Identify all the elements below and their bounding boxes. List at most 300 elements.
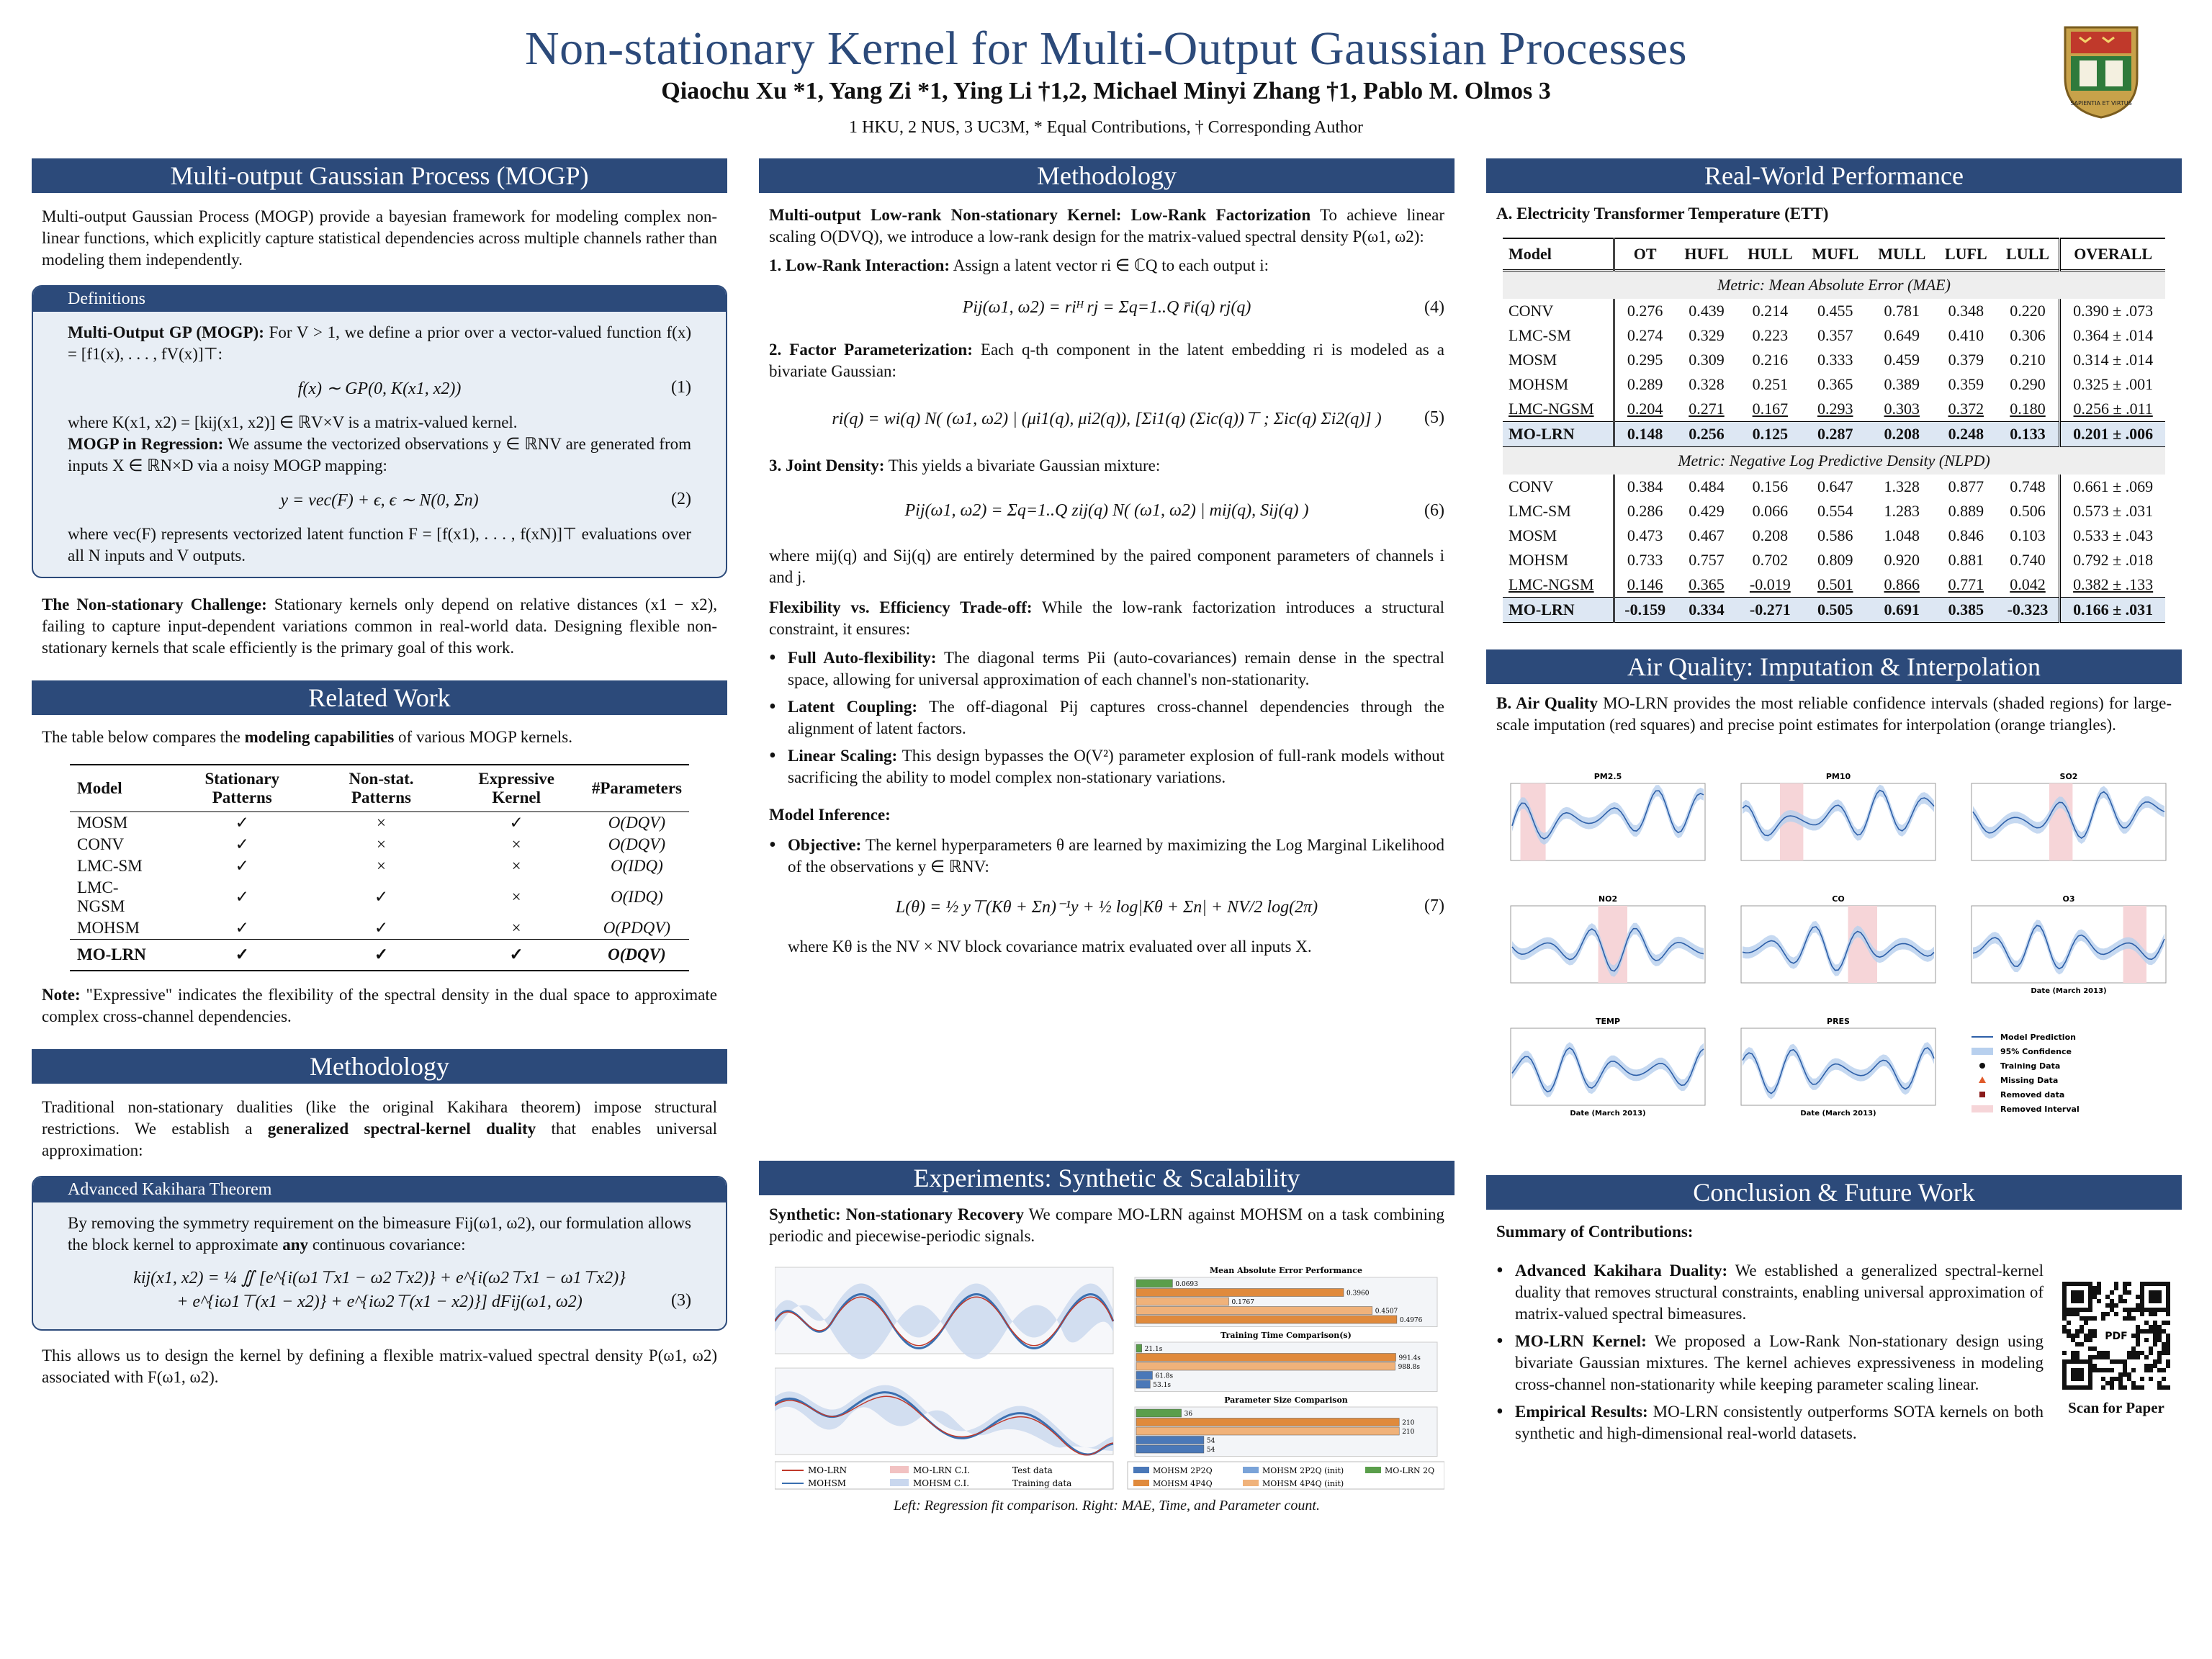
legend-mohsm-ci: MOHSM C.I. xyxy=(913,1478,970,1488)
qr-module xyxy=(2157,1334,2162,1338)
ett-col-header: LULL xyxy=(1997,238,2060,271)
bar xyxy=(1136,1298,1229,1305)
qr-code-icon[interactable] xyxy=(2062,1282,2170,1390)
table-cell: 0.781 xyxy=(1884,302,1920,320)
bar xyxy=(1136,1437,1204,1444)
method-left-outro: This allows us to design the kernel by defining a flexible matrix-valued spectral density P(ω1, ω2) associated with F(ω1, ω2). xyxy=(42,1346,717,1386)
qr-module xyxy=(2118,1359,2123,1364)
section-heading-methodology-left: Methodology xyxy=(32,1049,727,1084)
qr-module xyxy=(2144,1355,2149,1359)
qr-module xyxy=(2166,1351,2170,1355)
qr-module xyxy=(2114,1303,2118,1308)
table-cell: ✓ xyxy=(235,835,249,853)
qr-module xyxy=(2149,1377,2153,1381)
qr-module xyxy=(2149,1368,2153,1372)
nonstationary-challenge: The Non-stationary Challenge: Stationary kernels only depend on relative distances (x1 − x2), failing to capture input-dependent variations common in real-world data. Designing flexible non-stationary kernels that scale efficiently is the primary goal of this work. xyxy=(42,595,717,657)
table-cell: O(DQV) xyxy=(608,814,665,832)
ett-col-header: HUFL xyxy=(1684,245,1729,263)
qr-module xyxy=(2131,1355,2136,1359)
qr-module xyxy=(2157,1359,2162,1364)
qr-module xyxy=(2149,1325,2153,1329)
qr-module xyxy=(2088,1334,2092,1338)
table-cell: 0.877 xyxy=(1948,477,1984,495)
table-cell: 0.573 ± .031 xyxy=(2073,502,2154,520)
table-cell: 0.429 xyxy=(1689,502,1725,520)
table-cell: -0.323 xyxy=(1997,598,2060,623)
bullet-linear-scaling: • Linear Scaling: This design bypasses the O(V²) parameter explosion of full-rank models without sacrificing the ability to model complex non-stationary variations. xyxy=(769,745,1444,788)
table-cell: 0.287 xyxy=(1817,425,1853,443)
bar-label: 210 xyxy=(1402,1429,1415,1436)
svg-text:Mean Absolute Error Performanc: Mean Absolute Error Performance xyxy=(1209,1266,1363,1275)
qr-module xyxy=(2166,1321,2170,1325)
table-cell: 0.042 xyxy=(1997,572,2060,598)
qr-module xyxy=(2084,1316,2088,1321)
method-left-intro: Traditional non-stationary dualities (like the original Kakihara theorem) impose structural restrictions. We establish a generalized spectral-kernel duality that enables universal approximation: xyxy=(42,1098,717,1159)
table-cell: 0.484 xyxy=(1689,477,1725,495)
table-cell: MO-LRN xyxy=(1503,422,1614,447)
qr-module xyxy=(2097,1299,2101,1303)
university-crest-icon xyxy=(2058,20,2144,121)
table-cell: 0.303 xyxy=(1884,400,1920,418)
air-panel-temp xyxy=(1511,1017,1705,1118)
table-cell: 0.748 xyxy=(1997,475,2060,499)
table-cell: 0.214 xyxy=(1752,302,1789,320)
table-cell: ✓ xyxy=(235,814,249,832)
bullet-latent-coupling: • Latent Coupling: The off-diagonal Pij captures cross-channel dependencies through the alignment of latent factors. xyxy=(769,696,1444,739)
contribution-list xyxy=(1496,1260,2044,1444)
table-cell: 0.410 xyxy=(1948,326,1984,344)
bar xyxy=(1136,1419,1399,1426)
qr-module xyxy=(2118,1295,2123,1299)
qr-module xyxy=(2097,1290,2101,1295)
panel-title: SO2 xyxy=(2059,772,2078,781)
table-cell: 0.533 ± .043 xyxy=(2073,526,2154,544)
qr-module xyxy=(2105,1312,2110,1316)
legend-mohsm-2p2q: MOHSM 2P2Q xyxy=(1153,1466,1213,1475)
qr-module xyxy=(2127,1308,2131,1312)
qr-module xyxy=(2123,1359,2127,1364)
qr-module xyxy=(2084,1321,2088,1325)
qr-module xyxy=(2153,1359,2157,1364)
table-cell: 0.501 xyxy=(1817,575,1853,593)
kakihara-box xyxy=(32,1176,727,1331)
table-row xyxy=(1503,598,2165,623)
table-cell: 0.702 xyxy=(1752,551,1789,569)
qr-module xyxy=(2075,1334,2080,1338)
table-cell: MOHSM xyxy=(77,919,140,937)
qr-module xyxy=(2162,1368,2166,1372)
qr-module xyxy=(2131,1381,2136,1385)
table-cell: 0.846 xyxy=(1948,526,1984,544)
qr-module xyxy=(2157,1368,2162,1372)
table-cell: 0.103 xyxy=(1997,523,2060,548)
table-cell: 0.647 xyxy=(1817,477,1853,495)
experiments-figure xyxy=(775,1260,1444,1491)
bar xyxy=(1136,1409,1182,1417)
column-right xyxy=(1486,158,2182,1442)
air-intro: B. Air Quality MO-LRN provides the most reliable confidence intervals (shaded regions) for large-scale imputation (red squares) and precise point estimates for interpolation (orange triangles). xyxy=(1496,694,2172,734)
table-cell: × xyxy=(511,857,521,875)
reg-text: We assume the vectorized observations y ∈ ℝNV are generated from inputs X ∈ ℝN×D via a noisy MOGP mapping: xyxy=(68,435,692,475)
table-cell: 0.314 ± .014 xyxy=(2073,351,2154,369)
legend-marker xyxy=(1979,1076,1986,1083)
qr-module xyxy=(2166,1338,2170,1342)
table-cell: 0.439 xyxy=(1689,302,1725,320)
inference-label: Model Inference: xyxy=(769,806,891,824)
crest-motto: SAPIENTIA ET VIRTUS xyxy=(2070,100,2132,107)
qr-module xyxy=(2131,1346,2136,1351)
legend-label: Missing Data xyxy=(2000,1076,2059,1085)
related-intro: The table below compares the modeling capabilities of various MOGP kernels. xyxy=(42,728,572,746)
qr-module xyxy=(2071,1351,2075,1355)
qr-module xyxy=(2144,1338,2149,1342)
qr-module xyxy=(2162,1342,2166,1346)
qr-module xyxy=(2153,1329,2157,1334)
panel-title: PRES xyxy=(1827,1017,1850,1026)
step-3: 3. Joint Density: This yields a bivariate Gaussian mixture: xyxy=(769,457,1161,475)
qr-module xyxy=(2088,1329,2092,1334)
table-cell: 0.473 xyxy=(1627,526,1663,544)
table-cell: 0.554 xyxy=(1817,502,1853,520)
table-cell: 0.334 xyxy=(1689,601,1725,619)
related-col-header: Non-stat. Patterns xyxy=(349,770,414,806)
qr-module xyxy=(2080,1329,2084,1334)
qr-module xyxy=(2166,1312,2170,1316)
qr-module xyxy=(2067,1329,2071,1334)
table-row xyxy=(1503,299,2165,323)
table-cell: 0.251 xyxy=(1752,375,1789,393)
qr-module xyxy=(2110,1303,2114,1308)
table-cell: 0.364 ± .014 xyxy=(2073,326,2154,344)
qr-module xyxy=(2166,1385,2170,1390)
table-cell: ✓ xyxy=(374,919,389,937)
table-cell: 0.866 xyxy=(1884,575,1920,593)
table-row xyxy=(1503,323,2165,348)
table-cell: 0.467 xyxy=(1689,526,1725,544)
bar-label: 54 xyxy=(1206,1447,1215,1454)
removed-interval xyxy=(2049,783,2072,860)
experiments-caption: Left: Regression fit comparison. Right: MAE, Time, and Parameter count. xyxy=(894,1498,1320,1514)
qr-module xyxy=(2162,1377,2166,1381)
qr-module xyxy=(2067,1334,2071,1338)
table-cell: 0.156 xyxy=(1752,477,1789,495)
qr-module xyxy=(2131,1385,2136,1390)
qr-module xyxy=(2105,1368,2110,1372)
qr-module xyxy=(2166,1346,2170,1351)
table-cell: 0.889 xyxy=(1948,502,1984,520)
legend-marker xyxy=(1979,1092,1985,1097)
legend-training-data: Training data xyxy=(1012,1478,1072,1488)
section-heading-air: Air Quality: Imputation & Interpolation xyxy=(1486,649,2182,684)
table-cell: 0.290 xyxy=(1997,372,2060,397)
qr-module xyxy=(2084,1338,2088,1342)
bullet-auto-flex: • Full Auto-flexibility: The diagonal terms Pii (auto-covariances) remain dense in the spectral space, allowing for universal approximation of each channel's non-stationarity. xyxy=(769,647,1444,691)
table-cell: 0.792 ± .018 xyxy=(2073,551,2154,569)
qr-module xyxy=(2153,1338,2157,1342)
qr-module xyxy=(2097,1355,2101,1359)
table-cell: MOHSM xyxy=(1503,548,1614,572)
table-cell: 0.295 xyxy=(1627,351,1663,369)
table-cell: 0.329 xyxy=(1689,326,1725,344)
table-cell: -0.159 xyxy=(1624,601,1666,619)
qr-finder xyxy=(2149,1290,2162,1303)
panel-title: CO xyxy=(1832,894,1845,904)
table-cell: 0.223 xyxy=(1752,326,1789,344)
table-cell: 0.348 xyxy=(1948,302,1984,320)
table-cell: 0.210 xyxy=(1997,348,2060,372)
qr-module xyxy=(2092,1364,2097,1368)
qr-module xyxy=(2075,1312,2080,1316)
qr-module xyxy=(2105,1351,2110,1355)
qr-module xyxy=(2131,1351,2136,1355)
ett-col-header: MULL xyxy=(1878,245,1926,263)
table-cell: × xyxy=(511,919,521,937)
table-cell: 1.328 xyxy=(1884,477,1920,495)
bar-label: 21.1s xyxy=(1144,1346,1163,1353)
table-cell: 0.286 xyxy=(1627,502,1663,520)
related-col-header: #Parameters xyxy=(591,779,682,797)
bar xyxy=(1136,1289,1344,1297)
table-row xyxy=(1503,348,2165,372)
legend-mohsm-4p4q: MOHSM 4P4Q xyxy=(1153,1479,1213,1488)
qr-module xyxy=(2144,1368,2149,1372)
qr-module xyxy=(2101,1316,2105,1321)
table-cell: ✓ xyxy=(235,857,249,875)
table-cell: LMC-NGSM xyxy=(77,878,125,915)
qr-module xyxy=(2071,1312,2075,1316)
table-cell: ✓ xyxy=(509,945,523,963)
qr-module xyxy=(2123,1316,2127,1321)
step-2: 2. Factor Parameterization: Each q-th component in the latent embedding ri is modeled as a bivariate Gaussian: xyxy=(769,341,1444,380)
kakihara-title: Advanced Kakihara Theorem xyxy=(33,1177,726,1202)
table-cell: MO-LRN xyxy=(77,945,146,963)
panel-title: TEMP xyxy=(1595,1017,1621,1026)
table-cell: O(DQV) xyxy=(608,945,666,963)
tradeoff-bullets xyxy=(769,647,1444,788)
bar-label: 0.4507 xyxy=(1375,1308,1398,1316)
table-cell: 0.920 xyxy=(1884,551,1920,569)
flex-tradeoff: Flexibility vs. Efficiency Trade-off: While the low-rank factorization introduces a structural constraint, it ensures: xyxy=(769,598,1444,638)
table-row xyxy=(70,877,689,917)
def-label: Multi-Output GP (MOGP): xyxy=(68,323,264,341)
qr-module xyxy=(2123,1368,2127,1372)
svg-text:Training Time Comparison(s): Training Time Comparison(s) xyxy=(1220,1331,1352,1340)
definitions-title: Definitions xyxy=(33,287,726,312)
table-cell: 0.459 xyxy=(1884,351,1920,369)
air-panel-pm10 xyxy=(1741,772,1936,860)
qr-module xyxy=(2088,1338,2092,1342)
qr-module xyxy=(2088,1346,2092,1351)
legend-mohsm-2p2q-init: MOHSM 2P2Q (init) xyxy=(1262,1466,1344,1475)
section-heading-experiments: Experiments: Synthetic & Scalability xyxy=(759,1161,1455,1195)
table-row xyxy=(1503,523,2165,548)
table-cell: 0.289 xyxy=(1627,375,1663,393)
legend-label: Removed Interval xyxy=(2000,1105,2080,1114)
table-row-molrn xyxy=(70,940,689,971)
contribution-empirical: • Empirical Results: MO-LRN consistently outperforms SOTA kernels on both synthetic and high-dimensional real-world datasets. xyxy=(1496,1401,2044,1444)
table-cell: ✓ xyxy=(235,945,249,963)
table-cell: LMC-NGSM xyxy=(1503,397,1614,422)
table-cell: 0.809 xyxy=(1817,551,1853,569)
section-heading-mogp: Multi-output Gaussian Process (MOGP) xyxy=(32,158,727,193)
bar-label: 0.4976 xyxy=(1399,1317,1423,1324)
qr-module xyxy=(2157,1351,2162,1355)
table-cell: 0.328 xyxy=(1689,375,1725,393)
table-cell: MO-LRN xyxy=(1503,598,1614,623)
qr-module xyxy=(2162,1346,2166,1351)
equation-1: f(x) ∼ GP(0, K(x1, x2)) (1) xyxy=(297,378,691,398)
bar-label: 53.1s xyxy=(1153,1382,1171,1389)
table-cell: 0.382 ± .133 xyxy=(2073,575,2154,593)
qr-module xyxy=(2092,1334,2097,1338)
qr-module xyxy=(2140,1377,2144,1381)
qr-module xyxy=(2123,1299,2127,1303)
section-heading-conclusion: Conclusion & Future Work xyxy=(1486,1175,2182,1210)
qr-module xyxy=(2131,1368,2136,1372)
qr-finder xyxy=(2071,1368,2084,1381)
qr-module xyxy=(2097,1368,2101,1372)
table-cell: 0.166 ± .031 xyxy=(2073,601,2154,619)
qr-module xyxy=(2118,1377,2123,1381)
def-text: For V > 1, we define a prior over a vector-valued function f(x) = [f1(x), . . . , fV(x)]⊤: xyxy=(68,323,692,363)
legend-label: 95% Confidence xyxy=(2000,1047,2072,1056)
qr-module xyxy=(2127,1355,2131,1359)
qr-module xyxy=(2110,1377,2114,1381)
table-cell: 0.379 xyxy=(1948,351,1984,369)
related-col-header: Expressive Kernel xyxy=(478,770,554,806)
table-cell: 0.125 xyxy=(1752,425,1789,443)
qr-module xyxy=(2149,1351,2153,1355)
table-cell: CONV xyxy=(1503,475,1614,499)
table-cell: 1.048 xyxy=(1884,526,1920,544)
bullet-objective: • Objective: The kernel hyperparameters θ are learned by maximizing the Log Marginal Likelihood of the observations y ∈ ℝNV: xyxy=(769,835,1444,878)
qr-module xyxy=(2136,1355,2140,1359)
qr-module xyxy=(2136,1342,2140,1346)
table-cell: 0.733 xyxy=(1627,551,1663,569)
poster-header xyxy=(0,0,2212,151)
qr-module xyxy=(2157,1381,2162,1385)
qr-module xyxy=(2062,1351,2067,1355)
qr-module xyxy=(2101,1355,2105,1359)
contribution-kakihara: • Advanced Kakihara Duality: We established a generalized spectral-kernel duality that removes structural constraints, enabling universal approximation of matrix-valued spectral bimeasures. xyxy=(1496,1260,2044,1325)
ett-col-header: MUFL xyxy=(1812,245,1859,263)
legend-mohsm: MOHSM xyxy=(808,1478,847,1488)
qr-module xyxy=(2062,1329,2067,1334)
table-cell: -0.271 xyxy=(1749,601,1791,619)
qr-module xyxy=(2144,1329,2149,1334)
qr-module xyxy=(2123,1286,2127,1290)
qr-module xyxy=(2166,1342,2170,1346)
reg-label: MOGP in Regression: xyxy=(68,435,224,453)
qr-finder xyxy=(2071,1290,2084,1303)
qr-module xyxy=(2123,1282,2127,1286)
table-cell: LMC-SM xyxy=(1503,499,1614,523)
qr-module xyxy=(2067,1321,2071,1325)
bar-label: 0.1767 xyxy=(1231,1299,1255,1306)
qr-module xyxy=(2123,1385,2127,1390)
bar-label: 0.3960 xyxy=(1346,1290,1370,1298)
qr-module xyxy=(2092,1355,2097,1359)
table-cell: ✓ xyxy=(235,888,249,906)
qr-module xyxy=(2105,1303,2110,1308)
table-cell: 0.740 xyxy=(1997,548,2060,572)
qr-module xyxy=(2127,1316,2131,1321)
table-cell: 0.248 xyxy=(1948,425,1984,443)
qr-module xyxy=(2149,1346,2153,1351)
panel-title: PM10 xyxy=(1825,772,1851,781)
table-cell: 0.649 xyxy=(1884,326,1920,344)
table-cell: 0.201 ± .006 xyxy=(2073,425,2154,443)
qr-module xyxy=(2105,1381,2110,1385)
table-cell: 0.306 xyxy=(1997,323,2060,348)
air-legend xyxy=(1972,1033,2080,1114)
column-left xyxy=(32,158,727,1388)
qr-module xyxy=(2149,1364,2153,1368)
air-panel-o3 xyxy=(1972,894,2166,995)
svg-text:Parameter Size Comparison: Parameter Size Comparison xyxy=(1224,1395,1348,1405)
qr-module xyxy=(2162,1329,2166,1334)
table-cell: ✓ xyxy=(374,945,389,963)
qr-module xyxy=(2110,1308,2114,1312)
qr-module xyxy=(2127,1290,2131,1295)
table-cell: 0.204 xyxy=(1627,400,1663,418)
ett-metric-caption: Metric: Negative Log Predictive Density (NLPD) xyxy=(1503,447,2165,475)
qr-module xyxy=(2153,1334,2157,1338)
air-panel-no2 xyxy=(1511,894,1705,983)
table-cell: 0.372 xyxy=(1948,400,1984,418)
qr-caption: Scan for Paper xyxy=(2068,1399,2164,1416)
table-cell: 0.333 xyxy=(1817,351,1853,369)
table-cell: 0.359 xyxy=(1948,375,1984,393)
qr-module xyxy=(2080,1325,2084,1329)
legend-label: Removed data xyxy=(2000,1090,2065,1100)
air-panel-so2 xyxy=(1972,772,2166,860)
qr-module xyxy=(2114,1312,2118,1316)
qr-module xyxy=(2101,1351,2105,1355)
table-cell: 0.276 xyxy=(1627,302,1663,320)
table-cell: 0.180 xyxy=(1997,397,2060,422)
table-cell: 0.365 xyxy=(1817,375,1853,393)
qr-module xyxy=(2153,1312,2157,1316)
kernel-definition: where K(x1, x2) = [kij(x1, x2)] ∈ ℝV×V is a matrix-valued kernel. xyxy=(68,413,518,431)
qr-module xyxy=(2123,1308,2127,1312)
table-row xyxy=(70,812,689,835)
table-cell: 0.505 xyxy=(1817,601,1853,619)
qr-module xyxy=(2105,1355,2110,1359)
equation-7: L(θ) = ½ y⊤(Kθ + Σn)⁻¹y + ½ log|Kθ + Σn| + NV/2 log(2π) (7) xyxy=(895,896,1444,917)
table-cell: MOSM xyxy=(1503,348,1614,372)
legend-marker xyxy=(1972,1048,1993,1055)
related-col-header: Model xyxy=(77,779,122,797)
qr-module xyxy=(2071,1334,2075,1338)
bar-label: 61.8s xyxy=(1155,1372,1174,1380)
qr-module xyxy=(2144,1364,2149,1368)
qr-module xyxy=(2162,1351,2166,1355)
qr-module xyxy=(2118,1372,2123,1377)
mogp-intro: Multi-output Gaussian Process (MOGP) provide a bayesian framework for modeling complex non-linear functions, which explicitly capture statistical dependencies across multiple channels rather than modeling them independently. xyxy=(42,207,717,269)
table-cell: 0.220 xyxy=(1997,299,2060,323)
qr-module xyxy=(2127,1282,2131,1286)
table-cell: O(DQV) xyxy=(608,835,665,853)
table-cell: ✓ xyxy=(509,814,523,832)
table-cell: 0.691 xyxy=(1884,601,1920,619)
table-cell: CONV xyxy=(77,835,125,853)
qr-module xyxy=(2136,1325,2140,1329)
table-cell: 0.274 xyxy=(1627,326,1663,344)
bar xyxy=(1136,1307,1372,1315)
qr-module xyxy=(2123,1364,2127,1368)
qr-module xyxy=(2088,1316,2092,1321)
